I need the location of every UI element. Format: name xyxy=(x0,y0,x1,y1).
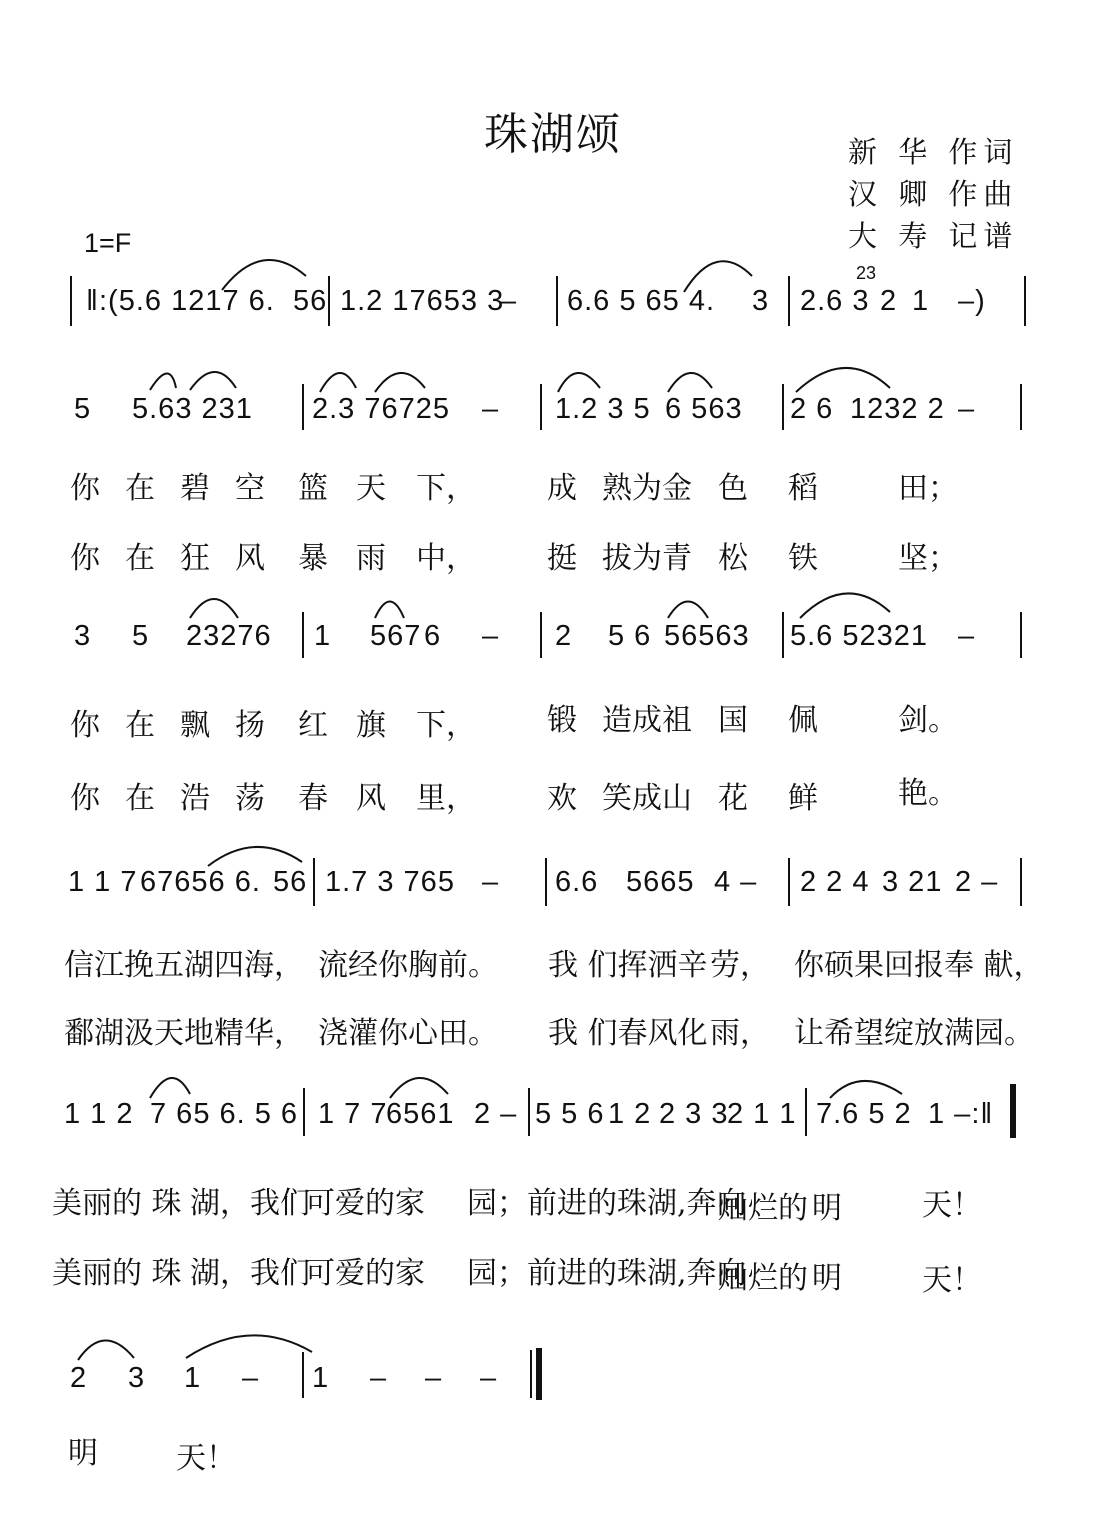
note-group: 2 – xyxy=(474,1098,518,1130)
barline xyxy=(1024,276,1026,326)
lyric-syllable: 下， xyxy=(416,471,476,506)
barline xyxy=(788,858,790,906)
note-group: 5 6 xyxy=(608,620,652,652)
lyric-syllable: 坚； xyxy=(898,541,958,576)
dash: –) xyxy=(958,285,986,317)
lyric-phrase: 明 xyxy=(812,1191,842,1226)
note-group: 1232 2 xyxy=(850,393,945,425)
slur xyxy=(830,1081,902,1098)
lyric-syllable: 红 xyxy=(298,708,328,743)
note-group: 1.2 3 5 xyxy=(555,393,651,425)
slur xyxy=(668,602,708,619)
lyric-phrase: 园； xyxy=(467,1256,527,1291)
lyric-syllable: 中， xyxy=(416,541,476,576)
note-group: 6.6 xyxy=(555,866,599,898)
lyric-syllable: 松 xyxy=(718,541,748,576)
slur xyxy=(375,602,404,619)
note-group: 3 xyxy=(128,1362,146,1394)
lyric-syllable: 挺 xyxy=(547,541,577,576)
note-group: 3 xyxy=(74,620,92,652)
slur xyxy=(375,373,425,392)
note-group: 2 2 4 xyxy=(800,866,870,898)
lyric-phrase: 美丽的 珠 xyxy=(52,1256,182,1291)
lyric-phrase: 鄱湖汲天地精华， xyxy=(64,1016,304,1051)
dash: – xyxy=(958,393,976,425)
lyric-phrase: 可爱的家 xyxy=(305,1256,425,1291)
slur xyxy=(668,373,712,392)
grace-note: 23 xyxy=(856,263,877,283)
lyric-syllable: 雨 xyxy=(356,541,386,576)
lyric-syllable: 天 xyxy=(356,471,386,506)
lyric-syllable: 旗 xyxy=(356,708,386,743)
barline xyxy=(303,1088,305,1136)
barline xyxy=(540,612,542,658)
repeat-end-barline xyxy=(1010,1084,1016,1138)
note-group: 1 1 7 xyxy=(68,866,138,898)
lyric-syllable: 在 xyxy=(125,781,155,816)
lyric-phrase: 可爱的家 xyxy=(305,1186,425,1221)
note-group: 23276 xyxy=(186,620,272,652)
dash: – xyxy=(482,866,500,898)
note-group: 6 xyxy=(424,620,442,652)
note-group: 1 xyxy=(912,285,930,317)
lyric-phrase: 天！ xyxy=(922,1263,982,1298)
note-group: 5 xyxy=(74,393,92,425)
lyric-syllable: 稻 xyxy=(788,471,818,506)
lyric-syllable: 你 xyxy=(70,471,100,506)
final-barline-thick xyxy=(536,1348,542,1400)
lyric-phrase: 明 xyxy=(812,1261,842,1296)
slur xyxy=(190,372,236,390)
note-group: 1.2 17653 3 xyxy=(340,285,505,317)
note-group: 567 xyxy=(370,620,422,652)
note-group: 1 –:‖ xyxy=(928,1098,994,1130)
lyric-syllable: 你 xyxy=(70,781,100,816)
lyric-syllable: 狂 xyxy=(180,541,210,576)
note-group: 7.6 5 2 xyxy=(816,1098,912,1130)
lyric-syllable: 空 xyxy=(235,471,265,506)
lyric-syllable: 下， xyxy=(416,708,476,743)
lyric-phrase: 美丽的 珠 xyxy=(52,1186,182,1221)
final-barline-thin xyxy=(530,1350,532,1398)
lyric-syllable: 笑成山 xyxy=(602,781,692,816)
barline xyxy=(328,276,330,326)
note-group: 2 xyxy=(880,285,898,317)
note-group: 2.6 3 xyxy=(800,285,870,317)
note-group: 67656 6. xyxy=(140,866,261,898)
note-group: 4 – xyxy=(714,866,758,898)
note-group: 2 xyxy=(70,1362,88,1394)
note-group: 1.7 3 765 xyxy=(325,866,455,898)
lyric-syllable: 艳。 xyxy=(898,776,958,811)
slur xyxy=(558,373,600,392)
lyric-syllable: 碧 xyxy=(180,471,210,506)
barline xyxy=(302,384,304,430)
lyric-syllable: 篮 xyxy=(298,471,328,506)
note-group: 2 3 3 xyxy=(659,1098,729,1130)
lyric-syllable: 花 xyxy=(718,781,748,816)
barline xyxy=(805,1088,807,1136)
slur xyxy=(390,1078,448,1098)
barline xyxy=(788,276,790,326)
note-group: 7 65 6. 5 6 xyxy=(150,1098,299,1130)
dash: – xyxy=(500,285,518,317)
barline xyxy=(313,858,315,906)
lyric-syllable: 成 xyxy=(547,471,577,506)
note-group: 3 21 xyxy=(882,866,943,898)
lyric-syllable: 飘 xyxy=(180,708,210,743)
lyric-phrase: 前进的珠湖,奔向 xyxy=(527,1186,747,1221)
note-group: 1 2 xyxy=(608,1098,652,1130)
dash: – xyxy=(370,1362,388,1394)
note-group: 1 1 2 xyxy=(64,1098,134,1130)
lyric-syllable: 明 xyxy=(68,1436,98,1471)
lyricist-credit: 新 华 作词 xyxy=(848,135,1019,169)
lyric-phrase: 浇灌你心田。 xyxy=(318,1016,498,1051)
lyric-phrase: 天！ xyxy=(922,1188,982,1223)
note-group: 5665 xyxy=(626,866,695,898)
note-group: 5 5 6 xyxy=(535,1098,605,1130)
lyric-syllable: 天！ xyxy=(176,1441,236,1476)
barline xyxy=(302,1352,304,1398)
slur xyxy=(208,847,302,866)
lyric-syllable: 铁 xyxy=(788,541,818,576)
transcriber-credit: 大 寿 记谱 xyxy=(848,219,1019,253)
note-group: 5.63 231 xyxy=(132,393,253,425)
note-group: 1 xyxy=(314,620,332,652)
dash: – xyxy=(425,1362,443,1394)
lyric-phrase: 劳， xyxy=(710,948,770,983)
lyric-syllable: 风 xyxy=(356,781,386,816)
note-group: 2 6 xyxy=(790,393,834,425)
lyric-syllable: 国 xyxy=(718,703,748,738)
note-group: 56 xyxy=(293,285,328,317)
lyric-syllable: 你 xyxy=(70,541,100,576)
lyric-phrase: 信江挽五湖四海， xyxy=(64,948,304,983)
dash: – xyxy=(242,1362,260,1394)
note-group: 6.6 5 65 4. xyxy=(567,285,716,317)
lyric-syllable: 剑。 xyxy=(898,703,958,738)
note-group: 5.6 52321 xyxy=(790,620,929,652)
slur xyxy=(800,593,890,618)
lyric-phrase: 让希望绽放满园。 xyxy=(794,1016,1034,1051)
slur xyxy=(796,368,890,392)
note-group: 1 xyxy=(184,1362,202,1394)
lyric-syllable: 在 xyxy=(125,471,155,506)
dash: – xyxy=(482,620,500,652)
barline xyxy=(545,858,547,906)
barline xyxy=(556,276,558,326)
lyric-syllable: 荡 xyxy=(235,781,265,816)
lyric-syllable: 扬 xyxy=(235,708,265,743)
lyric-syllable: 造成祖 xyxy=(602,703,692,738)
lyric-phrase: 园； xyxy=(467,1186,527,1221)
key-signature: 1=F xyxy=(84,228,132,258)
lyric-syllable: 你 xyxy=(70,708,100,743)
note-group: 2 – xyxy=(955,866,999,898)
lyric-syllable: 里， xyxy=(416,781,476,816)
slur xyxy=(186,1335,312,1358)
lyric-phrase: 湖，我们 xyxy=(190,1256,310,1291)
barline xyxy=(782,612,784,658)
lyric-phrase: 我 们挥洒辛 xyxy=(548,948,708,983)
lyric-syllable: 鲜 xyxy=(788,781,818,816)
note-group: 2.3 76725 xyxy=(312,393,451,425)
note-group: 56 xyxy=(273,866,308,898)
note-group: 6561 xyxy=(386,1098,455,1130)
slur xyxy=(320,373,356,392)
note-group: 56563 xyxy=(664,620,750,652)
lyric-syllable: 欢 xyxy=(547,781,577,816)
lyric-phrase: 流经你胸前。 xyxy=(318,948,498,983)
note-group: 1 7 7 xyxy=(318,1098,388,1130)
lyric-syllable: 浩 xyxy=(180,781,210,816)
dash: – xyxy=(480,1362,498,1394)
note-group: 2 xyxy=(555,620,573,652)
lyric-syllable: 暴 xyxy=(298,541,328,576)
note-group: 1 xyxy=(312,1362,330,1394)
barline xyxy=(1020,612,1022,658)
note-group: ‖:(5.6 1217 6. xyxy=(86,285,275,317)
lyric-syllable: 在 xyxy=(125,708,155,743)
lyric-phrase: 前进的珠湖,奔向 xyxy=(527,1256,747,1291)
lyric-phrase: 你硕果回报奉 献， xyxy=(794,948,1044,983)
lyric-phrase: 我 们春风化 xyxy=(548,1016,708,1051)
note-group: 3 xyxy=(752,285,770,317)
barline xyxy=(540,384,542,430)
lyric-phrase: 雨， xyxy=(710,1016,770,1051)
lyric-syllable: 佩 xyxy=(788,703,818,738)
lyric-phrase: 灿烂的 xyxy=(718,1191,808,1226)
lyric-phrase: 灿烂的 xyxy=(718,1261,808,1296)
barline xyxy=(70,276,72,326)
lyric-syllable: 风 xyxy=(235,541,265,576)
lyric-syllable: 熟为金 xyxy=(602,471,692,506)
barline xyxy=(302,612,304,658)
lyric-syllable: 锻 xyxy=(547,703,577,738)
slur xyxy=(78,1340,134,1360)
dash: – xyxy=(958,620,976,652)
lyric-syllable: 在 xyxy=(125,541,155,576)
song-title: 珠湖颂 xyxy=(484,109,622,160)
lyric-syllable: 色 xyxy=(718,471,748,506)
barline xyxy=(1020,858,1022,906)
barline xyxy=(1020,384,1022,430)
note-group: 2 1 1 xyxy=(727,1098,797,1130)
slur xyxy=(150,1078,190,1098)
slur xyxy=(150,373,176,390)
barline xyxy=(528,1088,530,1136)
composer-credit: 汉 卿 作曲 xyxy=(848,177,1019,211)
dash: – xyxy=(482,393,500,425)
lyric-syllable: 春 xyxy=(298,781,328,816)
lyric-phrase: 湖，我们 xyxy=(190,1186,310,1221)
lyric-syllable: 拔为青 xyxy=(602,541,692,576)
note-group: 5 xyxy=(132,620,150,652)
lyric-syllable: 田； xyxy=(898,471,958,506)
slur xyxy=(190,599,238,618)
barline xyxy=(782,384,784,430)
note-group: 6 563 xyxy=(665,393,743,425)
